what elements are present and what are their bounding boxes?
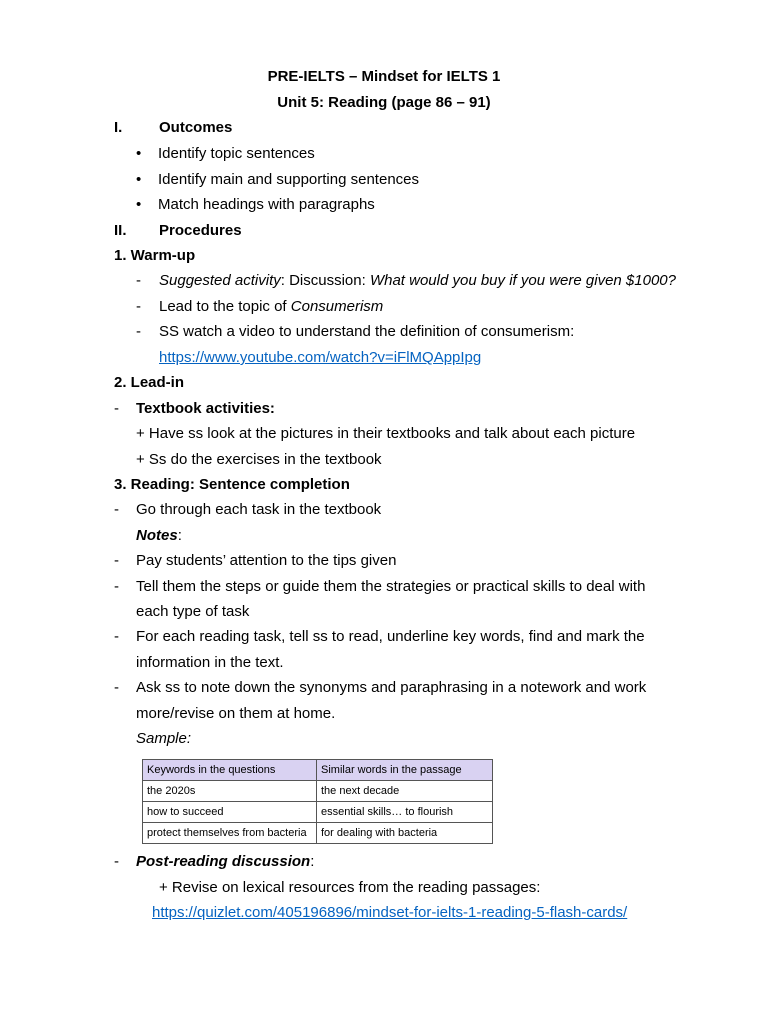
warmup-topic: Lead to the topic of Consumerism <box>159 298 384 315</box>
quizlet-link[interactable]: https://quizlet.com/405196896/mindset-for-ielts-1-reading-5-flash-cards/ <box>152 904 628 921</box>
table-cell: essential skills… to flourish <box>317 802 493 823</box>
youtube-link-wrap <box>159 348 481 368</box>
note-item: For each reading task, tell ss to read, underline key words, find and mark the <box>136 628 645 645</box>
leadin-heading: 2. Lead-in <box>114 374 185 391</box>
section-heading-procedures: Procedures <box>159 222 242 239</box>
leadin-item: + Have ss look at the pictures in their textbooks and talk about each picture <box>136 425 636 442</box>
note-item: Tell them the steps or guide them the strategies or practical skills to deal with <box>136 578 646 595</box>
outcome-item: • Match headings with paragraphs <box>136 196 375 213</box>
doc-subtitle: Unit 5: Reading (page 86 – 91) <box>277 94 491 111</box>
note-item-cont: each type of task <box>136 603 250 620</box>
table-cell: how to succeed <box>143 802 317 823</box>
note-item: Pay students’ attention to the tips given <box>136 552 397 569</box>
dash-marker: - <box>114 578 119 595</box>
table-row <box>143 781 493 802</box>
note-item: Ask ss to note down the synonyms and paraphrasing in a notework and work <box>136 679 647 696</box>
table-row <box>143 823 493 844</box>
dash-marker: - <box>114 628 119 645</box>
table-header-cell: Similar words in the passage <box>317 760 493 781</box>
leadin-item: + Ss do the exercises in the textbook <box>136 451 382 468</box>
post-reading-label: Post-reading discussion: <box>136 853 315 870</box>
table-cell: the next decade <box>317 781 493 802</box>
dash-marker: - <box>114 552 119 569</box>
warmup-heading: 1. Warm-up <box>114 247 196 264</box>
sample-table <box>142 759 493 844</box>
dash-marker: - <box>114 853 119 870</box>
dash-marker: - <box>136 298 141 315</box>
reading-step: Go through each task in the textbook <box>136 501 382 518</box>
table-header-cell: Keywords in the questions <box>143 760 317 781</box>
outcome-item: • Identify topic sentences <box>136 145 315 162</box>
warmup-activity: Suggested activity: Discussion: What would you buy if you were given $1000? <box>159 272 676 289</box>
section-number: I. <box>114 119 123 136</box>
outcome-item: • Identify main and supporting sentences <box>136 171 419 188</box>
note-item-cont: information in the text. <box>136 654 284 671</box>
doc-title: PRE-IELTS – Mindset for IELTS 1 <box>267 68 501 85</box>
dash-marker: - <box>136 323 141 340</box>
youtube-link[interactable]: https://www.youtube.com/watch?v=iFlMQAppIpg <box>159 349 482 366</box>
post-reading-item: + Revise on lexical resources from the reading passages: <box>159 879 541 896</box>
quizlet-link-wrap <box>152 903 627 923</box>
dash-marker: - <box>114 679 119 696</box>
warmup-video-text: SS watch a video to understand the definition of consumerism: <box>159 323 575 340</box>
table-cell: the 2020s <box>143 781 317 802</box>
dash-marker: - <box>136 272 141 289</box>
notes-label: Notes: <box>136 527 182 544</box>
section-heading-outcomes: Outcomes <box>159 119 233 136</box>
table-row <box>143 802 493 823</box>
dash-marker: - <box>114 400 119 417</box>
note-item-cont: more/revise on them at home. <box>136 705 336 722</box>
table-header-row <box>143 760 493 781</box>
sample-label: Sample: <box>136 730 192 747</box>
table-cell: protect themselves from bacteria <box>143 823 317 844</box>
dash-marker: - <box>114 501 119 518</box>
reading-heading: 3. Reading: Sentence completion <box>114 476 350 493</box>
section-number: II. <box>114 222 127 239</box>
table-cell: for dealing with bacteria <box>317 823 493 844</box>
textbook-activities-label: Textbook activities: <box>136 400 275 417</box>
